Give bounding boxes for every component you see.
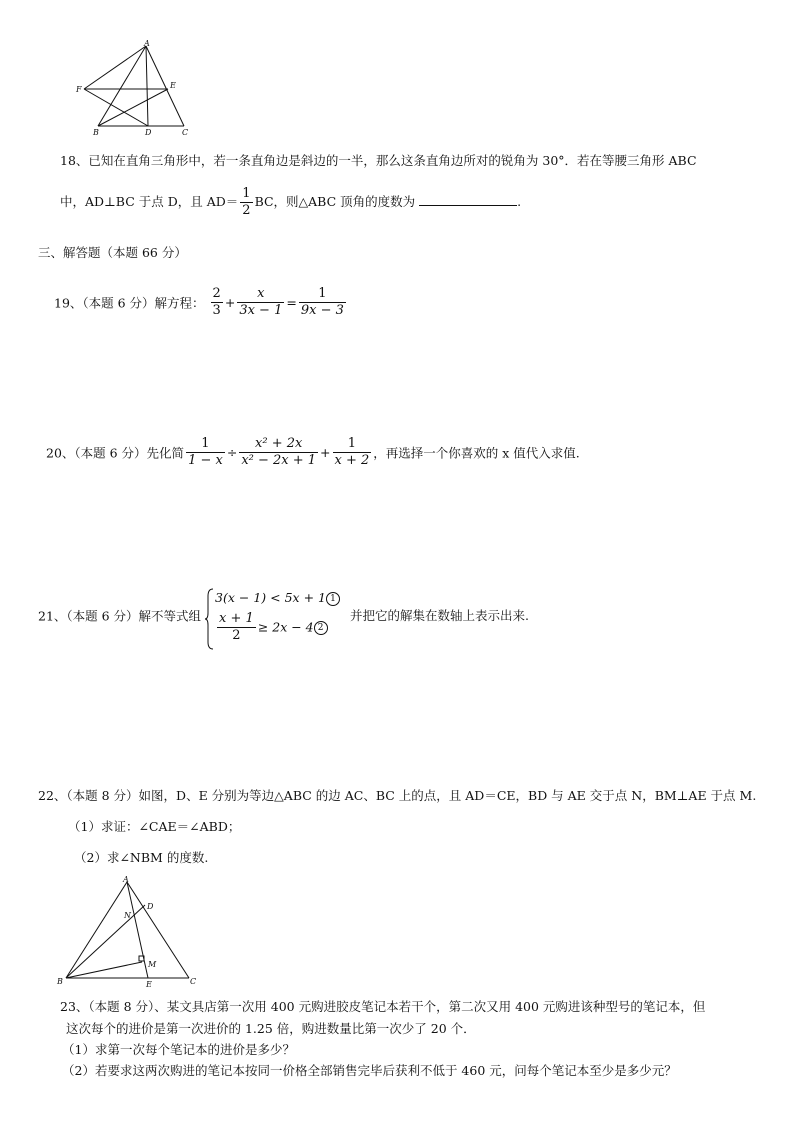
label-e: E	[146, 980, 152, 988]
q20-f2-den: x² − 2x + 1	[241, 453, 317, 468]
segment-eb	[98, 89, 168, 126]
q23-line2: 这次每个的进价是第一次进价的 1.25 倍，购进数量比第一次少了 20 个．	[66, 1021, 476, 1036]
label-c: C	[182, 128, 189, 137]
q20-suffix: ，再选择一个你喜欢的 x 值代入求值.	[373, 445, 580, 461]
q20-divide: ÷	[226, 445, 238, 460]
q19-f3-den: 9x − 3	[300, 303, 344, 318]
q21-suffix: 并把它的解集在数轴上表示出来.	[349, 608, 529, 624]
label-f: F	[76, 85, 82, 94]
q18-line2-b: BC，则△ABC 顶角的度数为	[254, 194, 416, 209]
q18-fraction	[240, 186, 252, 219]
q19-prefix: 19、（本题 6 分）解方程：	[54, 295, 205, 311]
q18-line2-end: .	[517, 194, 522, 209]
q19-equals: =	[286, 295, 297, 310]
q21-system	[205, 586, 340, 645]
q21-inequality-2	[215, 610, 340, 645]
section3-title: 三、解答题（本题 66 分）	[38, 245, 187, 260]
segment-bm	[66, 962, 142, 978]
segment-ad	[146, 46, 148, 126]
segment-fd	[84, 89, 148, 126]
segment-ac	[146, 46, 184, 126]
q20-f3-den: x + 2	[334, 453, 370, 468]
q19-f2-num: x	[237, 286, 284, 303]
q19-plus: +	[224, 295, 236, 310]
q18-line2	[60, 186, 521, 219]
top-triangle-figure	[72, 38, 198, 140]
q18-line1: 18、已知在直角三角形中，若一条直角边是斜边的一半，那么这条直角边所对的锐角为 30°．若在等腰三角形 ABC	[60, 153, 697, 168]
q22-triangle-figure	[56, 872, 204, 988]
q21-mark-2: 2	[314, 621, 328, 635]
q20-f2-num: x² + 2x	[239, 436, 318, 453]
label-m: M	[148, 960, 157, 969]
q20-f1-num: 1	[186, 436, 225, 453]
q20-fraction-1	[186, 436, 225, 469]
label-n: N	[124, 911, 131, 920]
q20-prefix: 20、（本题 6 分）先化简	[46, 445, 185, 461]
q19-f1-den: 3	[212, 303, 221, 318]
q21-ineq2-rest: ≥ 2x − 4	[257, 619, 314, 635]
q20-plus: +	[320, 445, 331, 460]
q18-frac-den: 2	[242, 203, 251, 218]
q22-part1: （1）求证：∠CAE＝∠ABD；	[68, 819, 241, 834]
q23-line1: 23、（本题 8 分）、某文具店第一次用 400 元购进胶皮笔记本若干个，第二次又用 400 元购进该种型号的笔记本，但	[60, 999, 706, 1014]
q21-ineq2-den: 2	[232, 628, 241, 643]
q23-part2: （2）若要求这两次购进的笔记本按同一价格全部销售完毕后获利不低于 460 元，问每个笔记本至少是多少元？	[62, 1063, 677, 1078]
q18-answer-blank[interactable]	[419, 193, 517, 206]
q21-brace-icon	[205, 588, 214, 650]
q21-ineq1-text: 3(x − 1) < 5x + 1	[215, 590, 326, 605]
q21-inequality-1	[215, 586, 340, 610]
label-e: E	[170, 81, 176, 90]
q19-fraction-2	[237, 286, 284, 319]
q19-f2-den: 3x − 1	[239, 303, 283, 318]
q19-f3-num: 1	[299, 286, 346, 303]
q21-prefix: 21、（本题 6 分）解不等式组	[38, 608, 202, 624]
q21-ineq2-num: x + 1	[219, 611, 254, 626]
label-a: A	[144, 39, 150, 48]
q19-f1-num: 2	[212, 286, 221, 301]
q23-part1: （1）求第一次每个笔记本的进价是多少？	[62, 1042, 295, 1057]
q22-part2: （2）求∠NBM 的度数.	[74, 850, 209, 865]
q21-mark-1: 1	[326, 592, 340, 606]
q20-fraction-2	[239, 436, 318, 469]
q18-line2-a: 中，AD⊥BC 于点 D，且 AD＝	[60, 194, 239, 209]
segment-ae	[127, 882, 148, 978]
q21	[38, 586, 529, 645]
q19-fraction-3	[299, 286, 346, 319]
q19	[54, 286, 348, 319]
label-b: B	[93, 128, 99, 137]
q20-fraction-3	[333, 436, 372, 469]
q19-fraction-1	[211, 286, 223, 319]
label-a: A	[123, 875, 129, 884]
label-d: D	[147, 902, 154, 911]
q18-frac-num: 1	[242, 186, 251, 201]
q20-f3-num: 1	[333, 436, 372, 453]
label-c: C	[190, 977, 197, 986]
label-b: B	[57, 977, 63, 986]
segment-fa	[84, 46, 146, 89]
q21-ineq2-fraction	[217, 611, 256, 644]
q20-f1-den: 1 − x	[188, 453, 223, 468]
q20	[46, 436, 580, 469]
segment-ab	[98, 46, 146, 126]
label-d: D	[145, 128, 152, 137]
q22-line1: 22、（本题 8 分）如图，D、E 分别为等边△ABC 的边 AC、BC 上的点，且 AD＝CE，BD 与 AE 交于点 N，BM⊥AE 于点 M.	[38, 788, 757, 803]
